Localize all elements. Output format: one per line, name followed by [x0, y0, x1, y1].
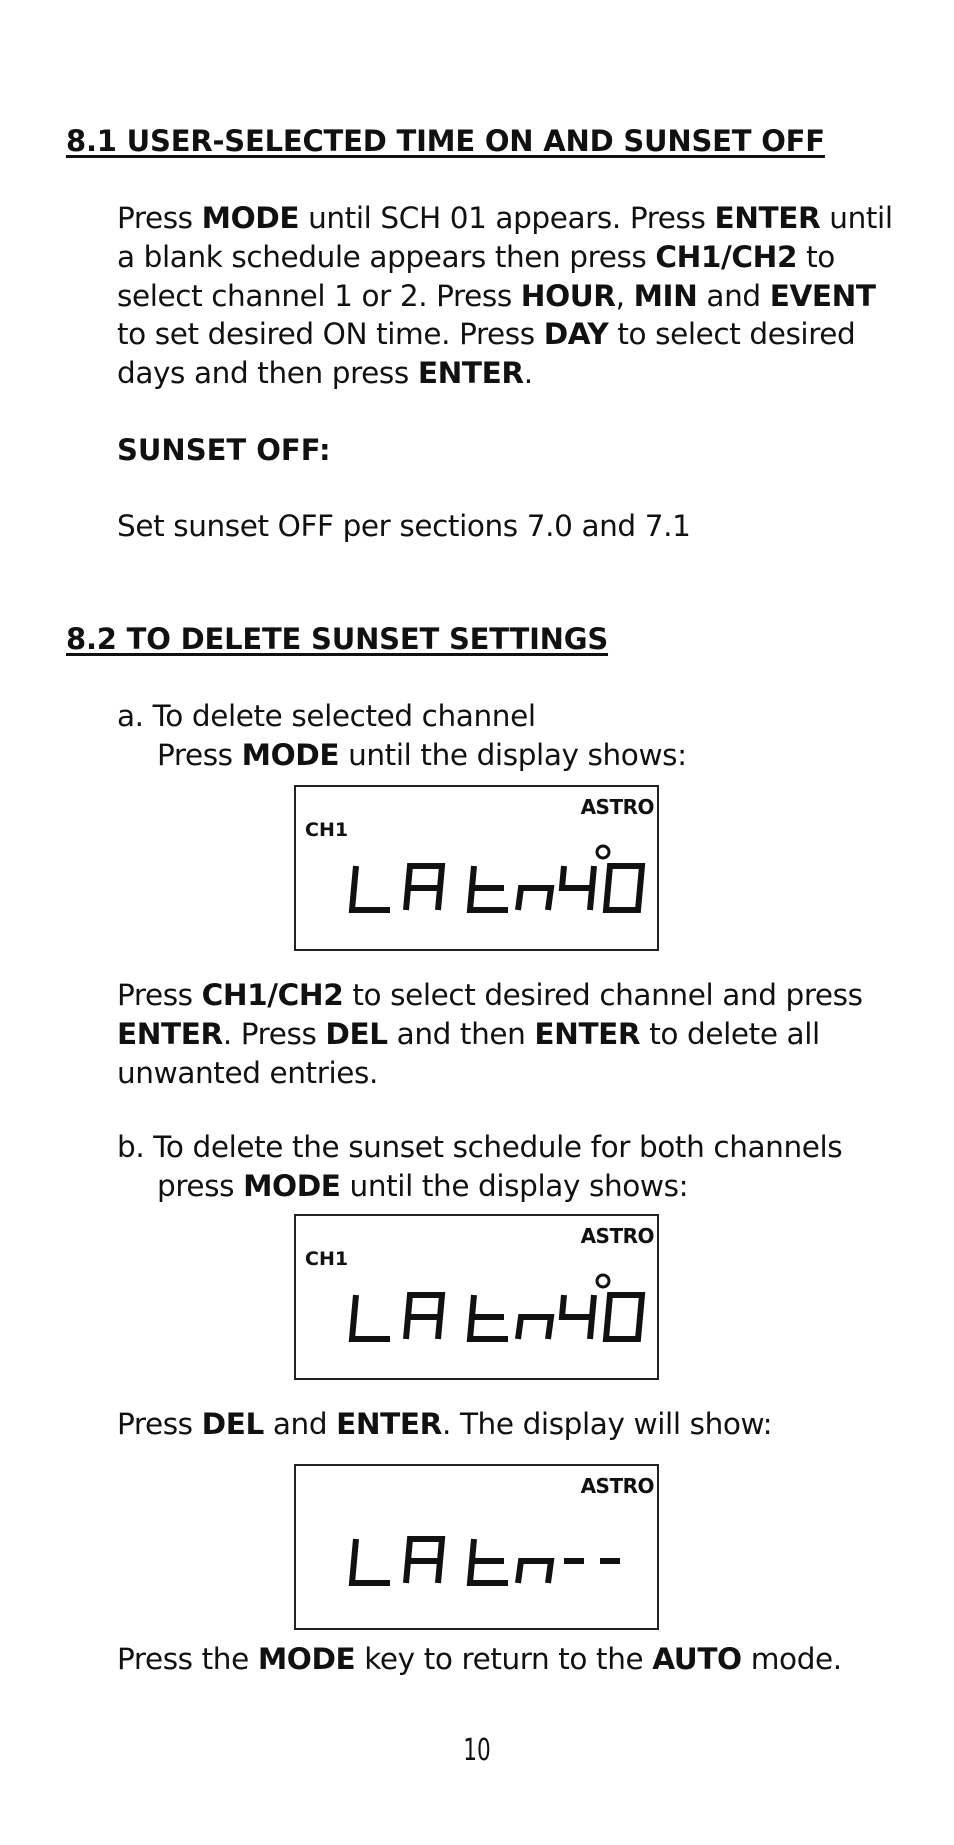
key-name: MODE: [201, 201, 300, 235]
key-name: MODE: [241, 737, 340, 772]
step-b-text: [117, 1128, 917, 1206]
section-8-1-heading: 8.1 USER-SELECTED TIME ON AND SUNSET OFF: [66, 124, 825, 158]
key-name: AUTO: [652, 1642, 742, 1676]
return-to-auto-instructions: Press the MODE key to return to the AUTO mode.: [117, 1642, 842, 1676]
key-name: DEL: [201, 1407, 264, 1441]
lcd-channel-indicator: CH1: [305, 1248, 349, 1270]
lcd-display-3: [294, 1464, 659, 1630]
step-b-line1: b. To delete the sunset schedule for both channels: [117, 1130, 843, 1164]
key-name: ENTER: [336, 1407, 442, 1441]
key-name: ENTER: [714, 201, 821, 235]
lcd-astro-indicator: ASTRO: [580, 795, 654, 819]
section-8-1-instructions: Press MODE until SCH 01 appears. Press ENTER until a blank schedule appears then press CH1/CH2 to select channel 1 or 2. Press HOUR, MIN and EVENT to set desired ON time. Press DAY to select desired days and then press ENTER.: [117, 201, 893, 391]
step-a-line2: Press MODE until the display shows:: [157, 737, 687, 772]
step-a-text: [117, 697, 917, 775]
sunset-off-instructions: Set sunset OFF per sections 7.0 and 7.1: [117, 509, 691, 543]
lcd-readout-segments: [296, 1216, 661, 1382]
key-name: DAY: [543, 317, 609, 352]
key-name: MODE: [257, 1642, 356, 1676]
step-a-line1: a. To delete selected channel: [117, 699, 536, 733]
lcd-display-2: [294, 1214, 659, 1380]
key-name: DEL: [325, 1016, 388, 1051]
key-name: ENTER: [117, 1016, 223, 1051]
lcd-readout-segments: [296, 787, 661, 953]
key-name: ENTER: [417, 356, 524, 391]
lcd-readout-segments: [296, 1466, 661, 1632]
lcd-display-1: [294, 785, 659, 951]
lcd-astro-indicator: ASTRO: [580, 1474, 654, 1498]
key-name: EVENT: [769, 278, 876, 313]
key-name: CH1/CH2: [655, 239, 798, 274]
lcd-channel-indicator: CH1: [305, 819, 349, 841]
key-name: CH1/CH2: [201, 978, 344, 1012]
step-b-instructions: Press DEL and ENTER. The display will show:: [117, 1407, 773, 1441]
key-name: ENTER: [534, 1016, 641, 1051]
key-name: HOUR: [520, 278, 616, 313]
page-number: 10: [463, 1733, 491, 1768]
step-a-instructions: Press CH1/CH2 to select desired channel and press ENTER. Press DEL and then ENTER to delete all unwanted entries.: [117, 978, 863, 1090]
sunset-off-subheading: SUNSET OFF:: [117, 433, 331, 467]
step-b-line2: press MODE until the display shows:: [157, 1168, 689, 1203]
lcd-astro-indicator: ASTRO: [580, 1224, 654, 1248]
key-name: MIN: [633, 278, 698, 313]
section-8-2-heading: 8.2 TO DELETE SUNSET SETTINGS: [66, 622, 609, 656]
key-name: MODE: [243, 1168, 341, 1203]
